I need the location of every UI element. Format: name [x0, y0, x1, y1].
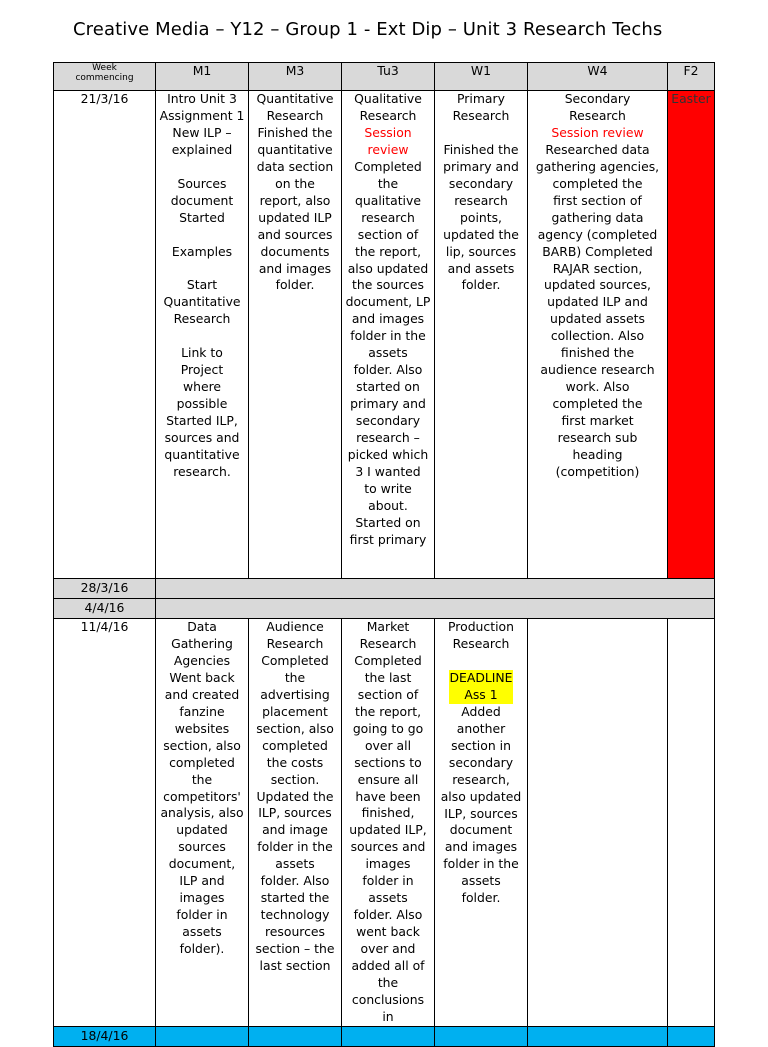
lesson-cell-m1: Intro Unit 3 Assignment 1 New ILP – explained Sources document Started Examples Start Quantitative Research Link to Project where possible Started ILP, sources and quantitative research.: [156, 91, 249, 579]
deadline-highlight: DEADLINE Ass 1: [449, 669, 513, 702]
week-date-cell: 28/3/16: [54, 579, 156, 599]
session-review-label: Session review: [364, 124, 412, 157]
holiday-week-bar: [156, 599, 715, 619]
lesson-cell-f2: [668, 1027, 715, 1047]
easter-label: Easter: [671, 91, 711, 106]
table-row: [54, 599, 715, 619]
research-schedule-table: [53, 62, 715, 1047]
holiday-week-bar: [156, 579, 715, 599]
lesson-cell-tu3: [342, 1027, 435, 1047]
table-row: [54, 1027, 715, 1047]
lesson-cell-w4: [528, 1027, 668, 1047]
week-commencing-header: Week commencing: [54, 63, 156, 91]
document-title: Creative Media – Y12 – Group 1 - Ext Dip – Unit 3 Research Techs: [73, 19, 663, 40]
column-header-w4: W4: [528, 63, 668, 91]
lesson-cell-f2: [668, 619, 715, 1027]
lesson-cell-tu3: Qualitative Research Session review Completed the qualitative research section of the report, also updated the sources document, LP and images folder in the assets folder. Also started on primary and secondary research – picked which 3 I wanted to write about. Started on first primary: [342, 91, 435, 579]
lesson-cell-w1: Primary Research Finished the primary and secondary research points, updated the lip, sources and assets folder.: [435, 91, 528, 579]
week-date-cell: 4/4/16: [54, 599, 156, 619]
session-review-label: Session review: [551, 124, 644, 140]
column-header-f2: F2: [668, 63, 715, 91]
table-header-row: [54, 63, 715, 91]
lesson-cell-w1: Production Research DEADLINE Ass 1 Added another section in secondary research, also updated ILP, sources document and images folder in the assets folder.: [435, 619, 528, 1027]
holiday-cell: [668, 91, 715, 579]
lesson-cell-tu3: Market Research Completed the last section of the report, going to go over all sections to ensure all have been finished, updated ILP, sources and images folder in assets folder. Also went back over and added all of the conclusions in: [342, 619, 435, 1027]
column-header-m3: M3: [249, 63, 342, 91]
lesson-cell-m1: [156, 1027, 249, 1047]
column-header-m1: M1: [156, 63, 249, 91]
column-header-w1: W1: [435, 63, 528, 91]
lesson-cell-w1: [435, 1027, 528, 1047]
lesson-cell-m3: Audience Research Completed the advertising placement section, also completed the costs section. Updated the ILP, sources and image folder in the assets folder. Also started the technology resources section – the last section: [249, 619, 342, 1027]
table-row: [54, 619, 715, 1027]
table-row: [54, 91, 715, 579]
lesson-cell-m3: [249, 1027, 342, 1047]
lesson-cell-m1: Data Gathering Agencies Went back and created fanzine websites section, also completed the competitors' analysis, also updated sources document, ILP and images folder in assets folder).: [156, 619, 249, 1027]
table-row: [54, 579, 715, 599]
lesson-cell-m3: Quantitative Research Finished the quantitative data section on the report, also updated ILP and sources documents and images folder.: [249, 91, 342, 579]
week-date-cell: 18/4/16: [54, 1027, 156, 1047]
column-header-tu3: Tu3: [342, 63, 435, 91]
lesson-cell-w4: [528, 619, 668, 1027]
lesson-cell-w4: Secondary Research Session review Researched data gathering agencies, completed the first section of gathering data agency (completed BARB) Completed RAJAR section, updated sources, updated ILP and updated assets collection. Also finished the audience research work. Also completed the first market research sub heading (competition): [528, 91, 668, 579]
week-date-cell: 21/3/16: [54, 91, 156, 579]
week-date-cell: 11/4/16: [54, 619, 156, 1027]
